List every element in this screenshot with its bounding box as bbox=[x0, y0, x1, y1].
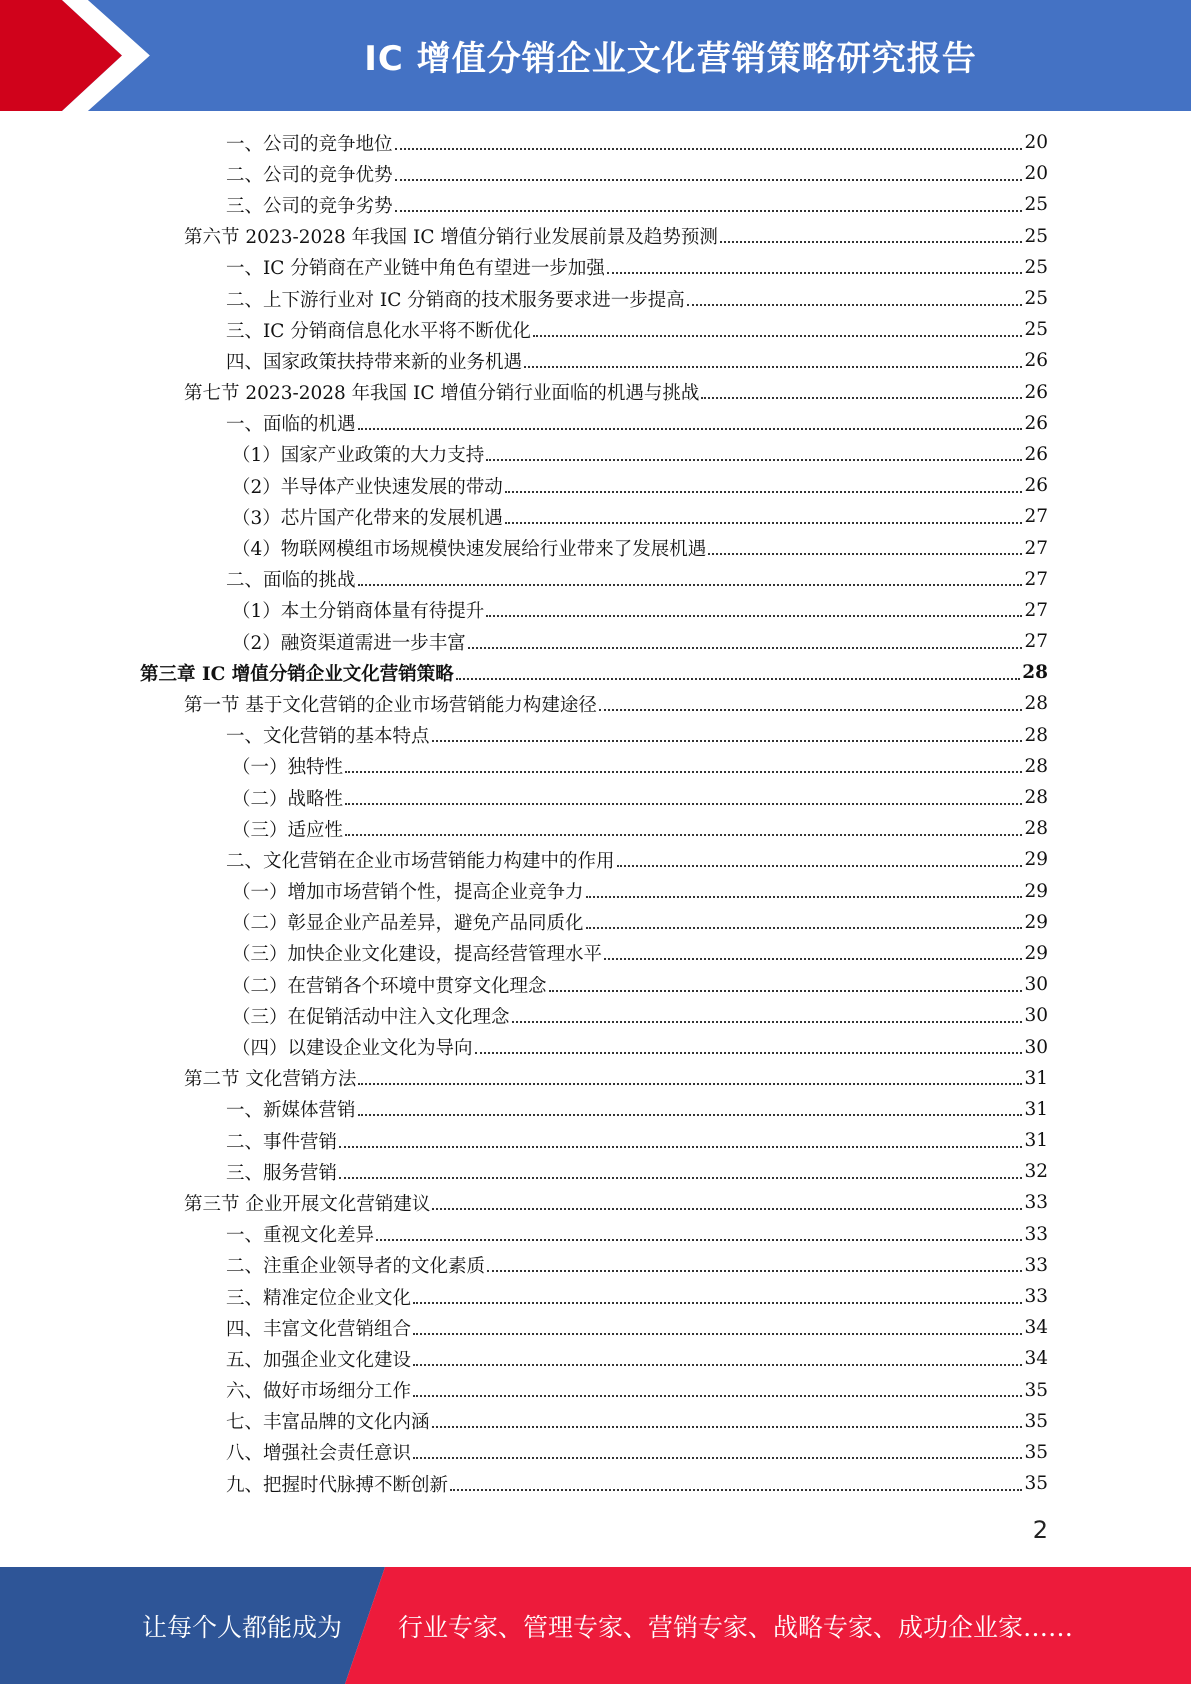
toc-entry-page: 26 bbox=[1024, 475, 1048, 497]
dot-leader bbox=[450, 1489, 1022, 1491]
toc-entry-label: 二、注重企业领导者的文化素质 bbox=[226, 1256, 486, 1278]
dot-leader bbox=[512, 1021, 1023, 1023]
toc-entry-page: 27 bbox=[1024, 568, 1048, 590]
toc-entry-page: 28 bbox=[1022, 662, 1048, 684]
dot-leader bbox=[524, 366, 1022, 368]
toc-entry-page: 28 bbox=[1024, 755, 1048, 777]
toc-entry[interactable] bbox=[140, 657, 1048, 688]
toc-entry-label: （三）适应性 bbox=[232, 819, 344, 841]
toc-entry[interactable] bbox=[140, 1063, 1048, 1094]
dot-leader bbox=[395, 210, 1023, 212]
dot-leader bbox=[468, 647, 1023, 649]
toc-entry-label: 二、上下游行业对 IC 分销商的技术服务要求进一步提高 bbox=[226, 289, 685, 311]
toc-entry-label: 第二节 文化营销方法 bbox=[184, 1069, 357, 1091]
toc-entry-label: 第三章 IC 增值分销企业文化营销策略 bbox=[140, 663, 454, 685]
toc-entry-label: 二、面临的挑战 bbox=[226, 570, 356, 592]
toc-entry[interactable] bbox=[140, 782, 1048, 813]
toc-entry-page: 27 bbox=[1024, 599, 1048, 621]
toc-entry-label: 一、IC 分销商在产业链中角色有望进一步加强 bbox=[226, 258, 605, 280]
toc-entry-page: 31 bbox=[1024, 1067, 1048, 1089]
dot-leader bbox=[701, 397, 1022, 399]
toc-entry-page: 33 bbox=[1024, 1254, 1048, 1276]
toc-entry[interactable] bbox=[140, 1187, 1048, 1218]
dot-leader bbox=[486, 615, 1022, 617]
dot-leader bbox=[376, 1239, 1022, 1241]
toc-entry-page: 26 bbox=[1024, 381, 1048, 403]
toc-entry-page: 33 bbox=[1024, 1286, 1048, 1308]
toc-entry-label: 二、公司的竞争优势 bbox=[226, 164, 393, 186]
toc-entry-label: （三）在促销活动中注入文化理念 bbox=[232, 1006, 510, 1028]
toc-entry-page: 28 bbox=[1024, 693, 1048, 715]
toc-entry[interactable] bbox=[140, 1468, 1048, 1499]
toc-entry-label: 五、加强企业文化建设 bbox=[226, 1349, 412, 1371]
footer-slogan-right: 行业专家、管理专家、营销专家、战略专家、成功企业家…… bbox=[398, 1612, 1074, 1642]
toc-entry[interactable] bbox=[140, 127, 1048, 158]
dot-leader bbox=[487, 1270, 1022, 1272]
dot-leader bbox=[345, 834, 1022, 836]
toc-entry[interactable] bbox=[140, 1406, 1048, 1437]
toc-entry[interactable] bbox=[140, 314, 1048, 345]
toc-entry-page: 30 bbox=[1024, 1036, 1048, 1058]
toc-entry-page: 30 bbox=[1024, 1005, 1048, 1027]
dot-leader bbox=[604, 958, 1022, 960]
dot-leader bbox=[432, 740, 1023, 742]
dot-leader bbox=[395, 179, 1023, 181]
toc-entry[interactable] bbox=[140, 1312, 1048, 1343]
toc-entry-label: 四、丰富文化营销组合 bbox=[226, 1318, 412, 1340]
toc-entry-label: 四、国家政策扶持带来新的业务机遇 bbox=[226, 351, 523, 373]
toc-entry-label: （2）半导体产业快速发展的带动 bbox=[232, 476, 503, 498]
dot-leader bbox=[345, 771, 1022, 773]
toc-entry[interactable] bbox=[140, 688, 1048, 719]
toc-entry-page: 31 bbox=[1024, 1130, 1048, 1152]
dot-leader bbox=[413, 1364, 1022, 1366]
toc-entry-label: （1）本土分销商体量有待提升 bbox=[232, 601, 485, 623]
page-number: 2 bbox=[1032, 1516, 1048, 1544]
table-of-contents bbox=[140, 127, 1048, 1499]
dot-leader bbox=[505, 522, 1023, 524]
toc-entry-page: 30 bbox=[1024, 974, 1048, 996]
dot-leader bbox=[599, 709, 1023, 711]
toc-entry-label: 一、面临的机遇 bbox=[226, 414, 356, 436]
toc-entry-page: 28 bbox=[1024, 787, 1048, 809]
toc-entry-page: 20 bbox=[1024, 163, 1048, 185]
dot-leader bbox=[708, 553, 1022, 555]
toc-entry[interactable] bbox=[140, 564, 1048, 595]
dot-leader bbox=[505, 491, 1023, 493]
dot-leader bbox=[687, 304, 1023, 306]
toc-entry-page: 28 bbox=[1024, 818, 1048, 840]
toc-entry-label: 七、丰富品牌的文化内涵 bbox=[226, 1412, 430, 1434]
toc-entry-page: 29 bbox=[1024, 911, 1048, 933]
toc-entry-page: 25 bbox=[1024, 194, 1048, 216]
toc-entry[interactable] bbox=[140, 1156, 1048, 1187]
toc-entry[interactable] bbox=[140, 532, 1048, 563]
toc-entry-label: （一）增加市场营销个性，提高企业竞争力 bbox=[232, 882, 584, 904]
toc-entry-label: （3）芯片国产化带来的发展机遇 bbox=[232, 507, 503, 529]
dot-leader bbox=[486, 459, 1022, 461]
toc-entry[interactable] bbox=[140, 283, 1048, 314]
toc-entry-label: 三、IC 分销商信息化水平将不断优化 bbox=[226, 320, 531, 342]
toc-entry[interactable] bbox=[140, 501, 1048, 532]
toc-entry[interactable] bbox=[140, 1094, 1048, 1125]
dot-leader bbox=[607, 272, 1023, 274]
toc-entry-label: （三）加快企业文化建设，提高经营管理水平 bbox=[232, 944, 603, 966]
toc-entry-label: 二、事件营销 bbox=[226, 1131, 338, 1153]
toc-entry-page: 35 bbox=[1024, 1379, 1048, 1401]
toc-entry-page: 26 bbox=[1024, 350, 1048, 372]
toc-entry-page: 29 bbox=[1024, 942, 1048, 964]
toc-entry[interactable] bbox=[140, 1219, 1048, 1250]
toc-entry[interactable] bbox=[140, 595, 1048, 626]
toc-entry[interactable] bbox=[140, 938, 1048, 969]
dot-leader bbox=[456, 678, 1020, 680]
toc-entry[interactable] bbox=[140, 720, 1048, 751]
toc-entry[interactable] bbox=[140, 813, 1048, 844]
toc-entry-label: 三、公司的竞争劣势 bbox=[226, 195, 393, 217]
toc-entry[interactable] bbox=[140, 1437, 1048, 1468]
toc-entry[interactable] bbox=[140, 439, 1048, 470]
dot-leader bbox=[432, 1426, 1023, 1428]
toc-entry-label: （1）国家产业政策的大力支持 bbox=[232, 445, 485, 467]
toc-entry-label: 第六节 2023-2028 年我国 IC 增值分销行业发展前景及趋势预测 bbox=[184, 227, 718, 249]
toc-entry-label: 一、文化营销的基本特点 bbox=[226, 726, 430, 748]
toc-entry-label: （二）在营销各个环境中贯穿文化理念 bbox=[232, 975, 547, 997]
dot-leader bbox=[358, 1114, 1023, 1116]
toc-entry-page: 35 bbox=[1024, 1441, 1048, 1463]
dot-leader bbox=[358, 1083, 1022, 1085]
toc-entry-page: 35 bbox=[1024, 1410, 1048, 1432]
toc-entry-label: 一、新媒体营销 bbox=[226, 1100, 356, 1122]
toc-entry-page: 35 bbox=[1024, 1473, 1048, 1495]
dot-leader bbox=[413, 1395, 1022, 1397]
toc-entry-label: 三、服务营销 bbox=[226, 1162, 338, 1184]
toc-entry-page: 34 bbox=[1024, 1317, 1048, 1339]
page-footer bbox=[0, 1567, 1191, 1684]
toc-entry-page: 34 bbox=[1024, 1348, 1048, 1370]
report-title: IC 增值分销企业文化营销策略研究报告 bbox=[364, 39, 977, 79]
toc-entry[interactable] bbox=[140, 1343, 1048, 1374]
toc-entry[interactable] bbox=[140, 626, 1048, 657]
toc-entry-label: 六、做好市场细分工作 bbox=[226, 1381, 412, 1403]
dot-leader bbox=[413, 1333, 1022, 1335]
toc-entry-label: （一）独特性 bbox=[232, 757, 344, 779]
toc-entry-page: 25 bbox=[1024, 256, 1048, 278]
toc-entry-label: 第三节 企业开展文化营销建议 bbox=[184, 1193, 431, 1215]
toc-entry[interactable] bbox=[140, 1031, 1048, 1062]
dot-leader bbox=[339, 1177, 1022, 1179]
toc-entry[interactable] bbox=[140, 345, 1048, 376]
dot-leader bbox=[413, 1302, 1022, 1304]
toc-entry-page: 33 bbox=[1024, 1223, 1048, 1245]
dot-leader bbox=[720, 241, 1023, 243]
toc-entry-page: 25 bbox=[1024, 288, 1048, 310]
toc-entry[interactable] bbox=[140, 221, 1048, 252]
toc-entry[interactable] bbox=[140, 907, 1048, 938]
toc-entry-page: 29 bbox=[1024, 849, 1048, 871]
dot-leader bbox=[617, 865, 1023, 867]
toc-entry[interactable] bbox=[140, 1281, 1048, 1312]
toc-entry[interactable] bbox=[140, 408, 1048, 439]
page-header bbox=[0, 0, 1191, 111]
toc-entry[interactable] bbox=[140, 189, 1048, 220]
toc-entry-page: 29 bbox=[1024, 880, 1048, 902]
toc-entry[interactable] bbox=[140, 969, 1048, 1000]
dot-leader bbox=[533, 335, 1023, 337]
toc-entry[interactable] bbox=[140, 158, 1048, 189]
toc-entry-page: 31 bbox=[1024, 1098, 1048, 1120]
toc-entry[interactable] bbox=[140, 751, 1048, 782]
dot-leader bbox=[358, 584, 1023, 586]
toc-entry-page: 20 bbox=[1024, 132, 1048, 154]
toc-entry[interactable] bbox=[140, 470, 1048, 501]
toc-entry-label: （四）以建设企业文化为导向 bbox=[232, 1038, 473, 1060]
toc-entry[interactable] bbox=[140, 1250, 1048, 1281]
toc-entry-label: 二、文化营销在企业市场营销能力构建中的作用 bbox=[226, 850, 615, 872]
dot-leader bbox=[413, 1457, 1022, 1459]
toc-entry-page: 32 bbox=[1024, 1161, 1048, 1183]
dot-leader bbox=[339, 1146, 1022, 1148]
toc-entry-label: （4）物联网模组市场规模快速发展给行业带来了发展机遇 bbox=[232, 539, 707, 561]
toc-entry-page: 28 bbox=[1024, 724, 1048, 746]
toc-entry[interactable] bbox=[140, 1375, 1048, 1406]
dot-leader bbox=[395, 148, 1023, 150]
dot-leader bbox=[475, 1052, 1023, 1054]
toc-entry-label: （二）战略性 bbox=[232, 788, 344, 810]
dot-leader bbox=[358, 428, 1023, 430]
toc-entry-page: 33 bbox=[1024, 1192, 1048, 1214]
toc-entry-label: 三、精准定位企业文化 bbox=[226, 1287, 412, 1309]
toc-entry-label: 第一节 基于文化营销的企业市场营销能力构建途径 bbox=[184, 694, 597, 716]
toc-entry-label: 第七节 2023-2028 年我国 IC 增值分销行业面临的机遇与挑战 bbox=[184, 383, 700, 405]
toc-entry-page: 27 bbox=[1024, 506, 1048, 528]
toc-entry-label: 一、重视文化差异 bbox=[226, 1225, 375, 1247]
dot-leader bbox=[432, 1208, 1022, 1210]
toc-entry-page: 27 bbox=[1024, 537, 1048, 559]
toc-entry[interactable] bbox=[140, 252, 1048, 283]
toc-entry-label: 一、公司的竞争地位 bbox=[226, 133, 393, 155]
dot-leader bbox=[586, 927, 1023, 929]
toc-entry-page: 26 bbox=[1024, 412, 1048, 434]
toc-entry-label: 八、增强社会责任意识 bbox=[226, 1443, 412, 1465]
toc-entry-label: （2）融资渠道需进一步丰富 bbox=[232, 632, 466, 654]
dot-leader bbox=[586, 896, 1023, 898]
toc-entry-page: 27 bbox=[1024, 631, 1048, 653]
dot-leader bbox=[345, 803, 1022, 805]
toc-entry[interactable] bbox=[140, 844, 1048, 875]
toc-entry[interactable] bbox=[140, 1125, 1048, 1156]
toc-entry[interactable] bbox=[140, 876, 1048, 907]
toc-entry-label: （二）彰显企业产品差异，避免产品同质化 bbox=[232, 913, 584, 935]
red-chevron-decoration bbox=[0, 0, 150, 111]
toc-entry-label: 九、把握时代脉搏不断创新 bbox=[226, 1474, 449, 1496]
toc-entry-page: 25 bbox=[1024, 319, 1048, 341]
toc-entry-page: 26 bbox=[1024, 443, 1048, 465]
dot-leader bbox=[549, 990, 1023, 992]
toc-entry[interactable] bbox=[140, 1000, 1048, 1031]
toc-entry[interactable] bbox=[140, 377, 1048, 408]
toc-entry-page: 25 bbox=[1024, 225, 1048, 247]
footer-slogan-left: 让每个人都能成为 bbox=[142, 1612, 343, 1642]
